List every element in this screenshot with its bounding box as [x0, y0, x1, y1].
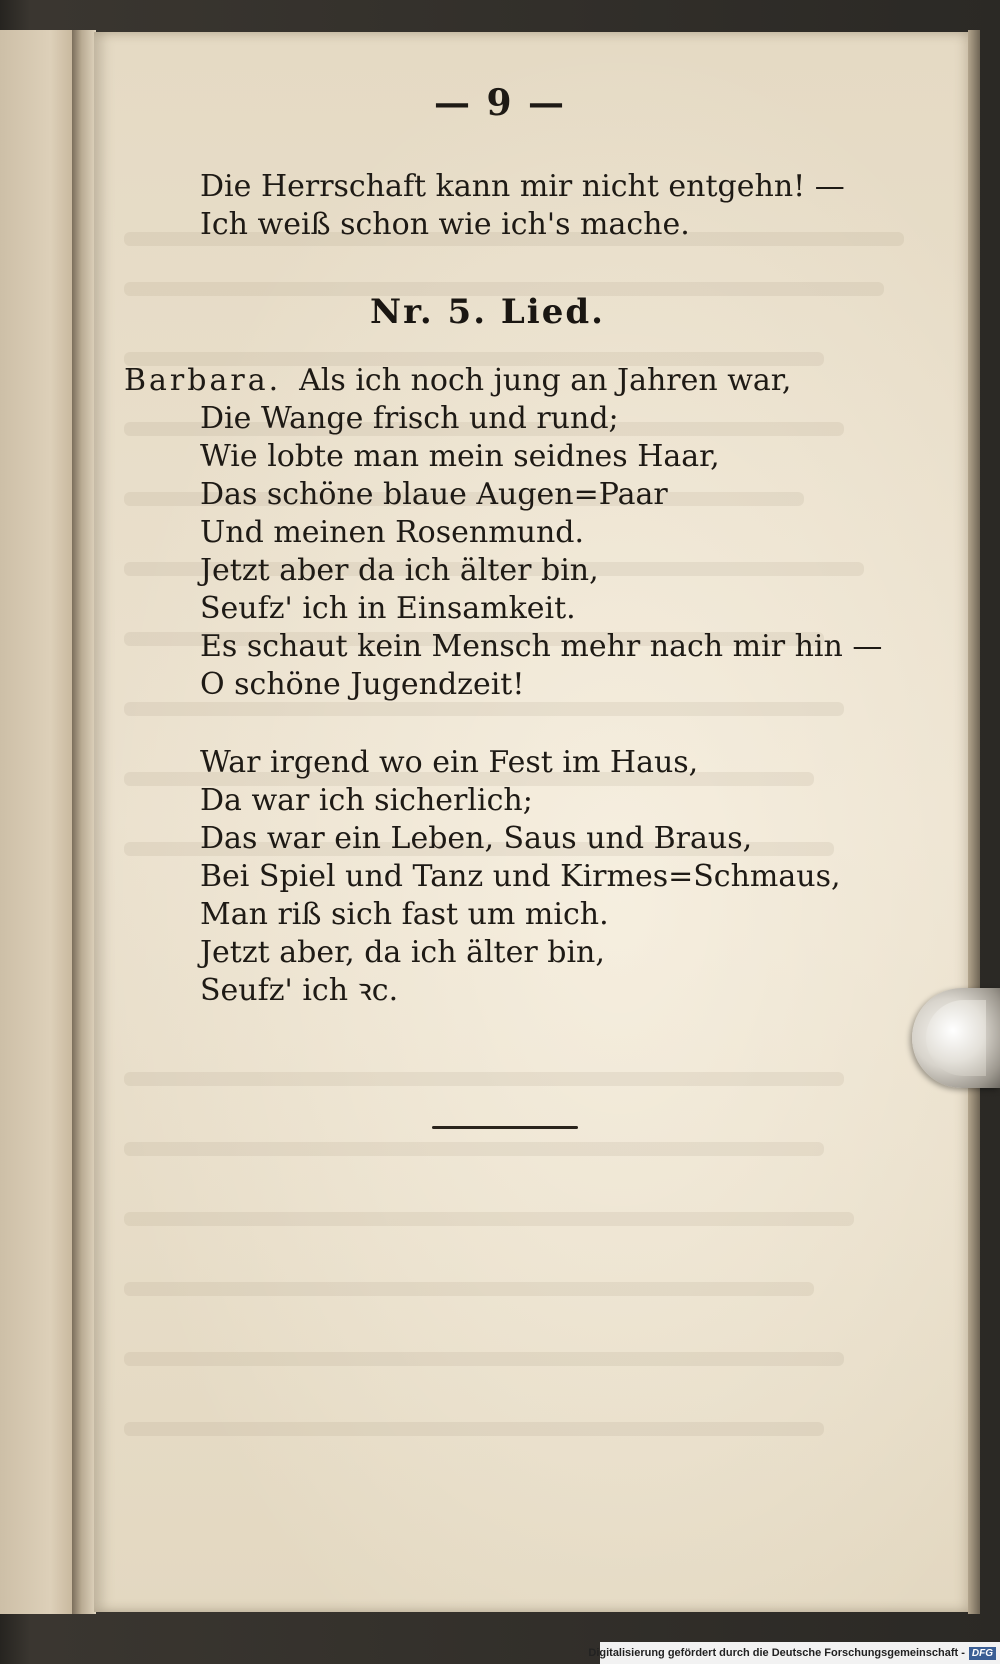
stanza-line: Seufz' ich in Einsamkeit. — [200, 591, 576, 626]
stanza-line — [124, 362, 791, 400]
speaker-name: Barbara. — [124, 363, 282, 398]
stanza-line: Da war ich sicherlich; — [200, 783, 533, 818]
stanza-line: Man riß sich fast um mich. — [200, 897, 609, 932]
stanza-line: Und meinen Rosenmund. — [200, 515, 585, 550]
stanza-line: Jetzt aber da ich älter bin, — [200, 553, 599, 588]
page-number: — 9 — — [433, 82, 567, 124]
left-page-edge — [0, 30, 74, 1614]
stanza-line: Das schöne blaue Augen=Paar — [200, 477, 668, 512]
stanza-line: War irgend wo ein Fest im Haus, — [200, 745, 699, 780]
stanza-line: Es schaut kein Mensch mehr nach mir hin — — [200, 629, 883, 664]
stanza-line: Seufz' ich ꝛc. — [200, 973, 399, 1008]
intro-line: Die Herrschaft kann mir nicht entgehn! — — [200, 169, 845, 204]
section-divider — [432, 1126, 578, 1129]
song-heading: Nr. 5. Lied. — [370, 292, 605, 332]
stanza-line: Bei Spiel und Tanz und Kirmes=Schmaus, — [200, 859, 841, 894]
right-page-edge — [968, 30, 980, 1614]
intro-line: Ich weiß schon wie ich's mache. — [200, 207, 690, 242]
stanza-line-text: Als ich noch jung an Jahren war, — [299, 363, 792, 398]
stanza-line: Das war ein Leben, Saus und Braus, — [200, 821, 753, 856]
stanza-line: Jetzt aber, da ich älter bin, — [200, 935, 605, 970]
footer-text: Digitalisierung gefördert durch die Deutsche Forschungsgemeinschaft - — [588, 1647, 965, 1659]
stanza-line: O schöne Jugendzeit! — [200, 667, 525, 702]
stanza-line: Die Wange frisch und rund; — [200, 401, 619, 436]
dfg-logo: DFG — [969, 1647, 996, 1660]
digitization-footer — [588, 1642, 1000, 1664]
stanza-line: Wie lobte man mein seidnes Haar, — [200, 439, 720, 474]
book-gutter — [72, 30, 96, 1614]
